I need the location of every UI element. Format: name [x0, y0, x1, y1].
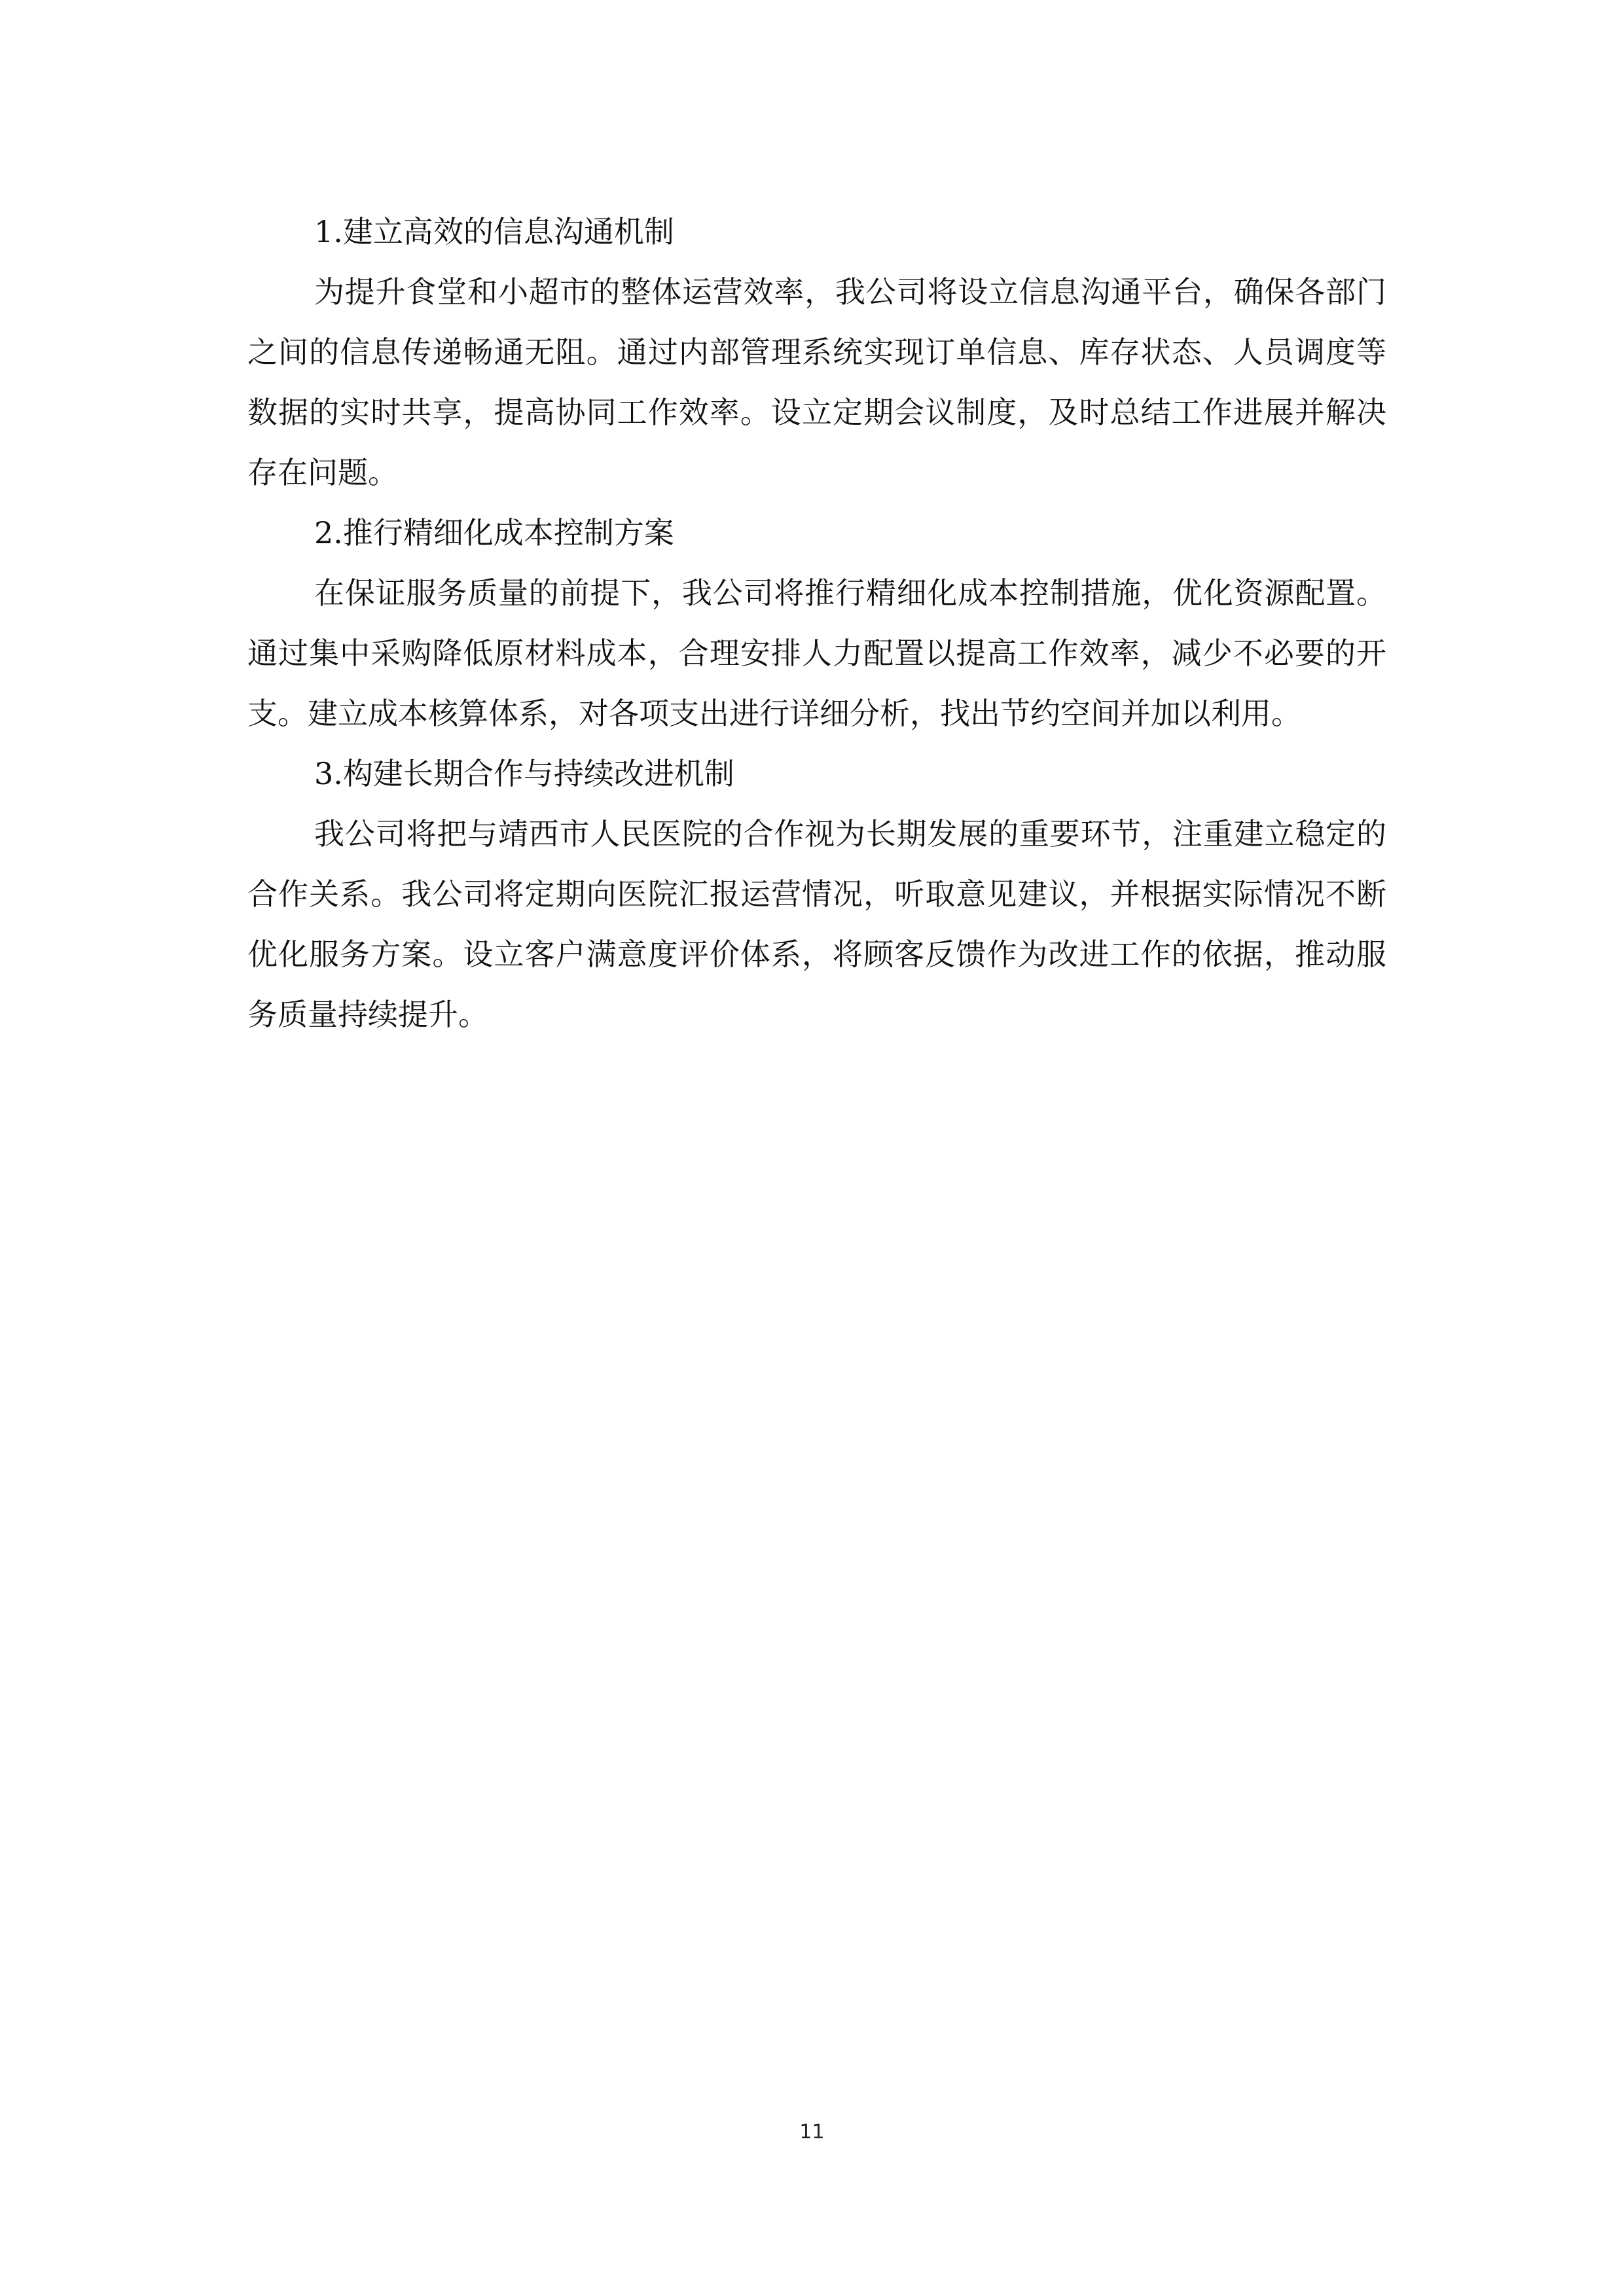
- section-3-paragraph: 我公司将把与靖西市人民医院的合作视为长期发展的重要环节，注重建立稳定的合作关系。我公司将定期向医院汇报运营情况，听取意见建议，并根据实际情况不断优化服务方案。设立客户满意度评价体系，将顾客反馈作为改进工作的依据，推动服务质量持续提升。: [247, 816, 1386, 1032]
- section-1-paragraph: 为提升食堂和小超市的整体运营效率，我公司将设立信息沟通平台，确保各部门之间的信息传递畅通无阻。通过内部管理系统实现订单信息、库存状态、人员调度等数据的实时共享，提高协同工作效率。设立定期会议制度，及时总结工作进展并解决存在问题。: [247, 274, 1386, 490]
- section-1-heading: 1.建立高效的信息沟通机制: [314, 214, 674, 249]
- section-2-heading: 2.推行精细化成本控制方案: [314, 515, 674, 550]
- page-body: [247, 202, 1386, 1045]
- section-2-paragraph: 在保证服务质量的前提下，我公司将推行精细化成本控制措施，优化资源配置。通过集中采购降低原材料成本，合理安排人力配置以提高工作效率，减少不必要的开支。建立成本核算体系，对各项支出进行详细分析，找出节约空间并加以利用。: [247, 575, 1386, 731]
- section-3-heading: 3.构建长期合作与持续改进机制: [314, 756, 734, 791]
- page-number: 11: [799, 2121, 825, 2144]
